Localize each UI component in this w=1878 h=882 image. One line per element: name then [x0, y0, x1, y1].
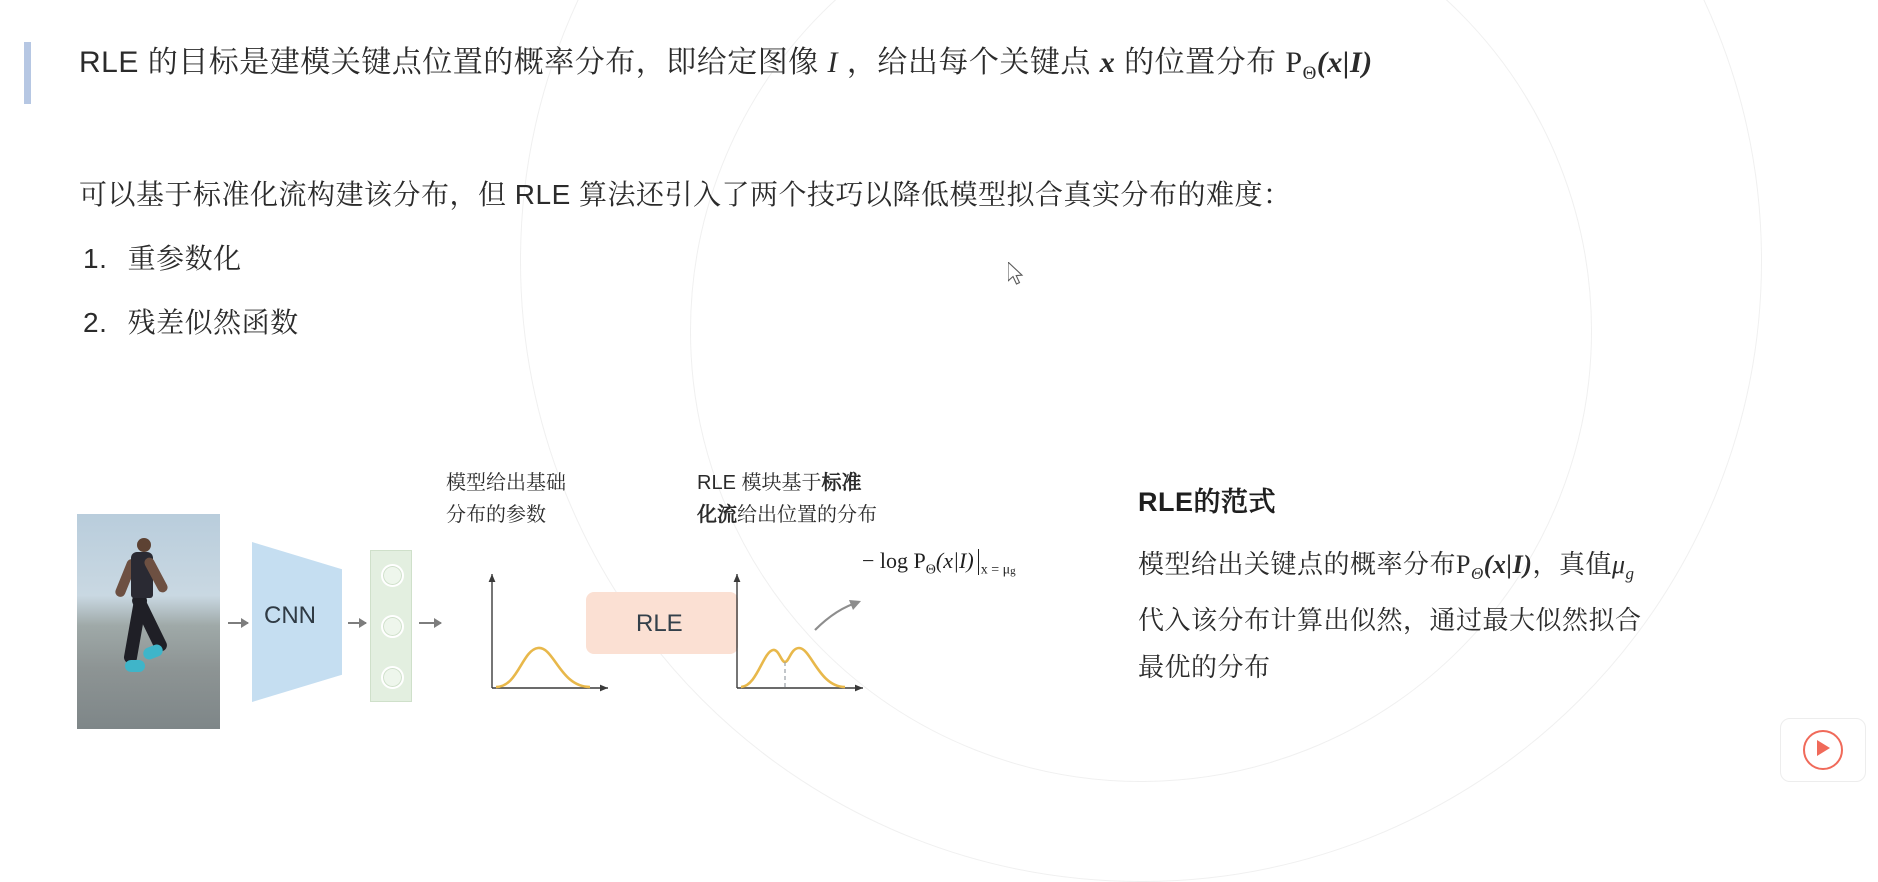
feature-node: [381, 666, 404, 689]
heading-suffix: 的位置分布: [1124, 46, 1277, 79]
output-distribution-plot: [715, 570, 885, 695]
right-line1-formula-sub: Θ: [1470, 564, 1484, 584]
list-item-number: 1.: [83, 243, 108, 274]
arrow-cnn-to-features: [348, 622, 366, 624]
caption-rle-line2-bold: 化流: [697, 504, 737, 526]
heading-formula-p: P: [1285, 46, 1303, 79]
runner-photo: [77, 514, 220, 729]
rle-block-label: RLE: [636, 610, 683, 637]
list-item-number: 2.: [83, 307, 108, 338]
right-line1-text: 模型给出关键点的概率分布: [1138, 549, 1457, 579]
feature-node: [381, 564, 404, 587]
loss-formula-eval: x = μ: [980, 562, 1011, 578]
caption-rle-line1-plain: RLE 模块基于: [697, 472, 822, 494]
list-item-label: 重参数化: [127, 243, 242, 274]
caption-rle-line1: [697, 467, 877, 499]
heading-formula-subscript: Θ: [1302, 63, 1317, 84]
evaluation-bar: [978, 549, 979, 575]
list-item: [79, 242, 1292, 276]
slide-heading: [24, 42, 1373, 104]
mouse-cursor: [1008, 262, 1024, 286]
loss-formula-main: − log P: [862, 548, 926, 573]
caption-rle-line2-plain: 给出位置的分布: [737, 504, 877, 526]
heading-accent-bar: [24, 42, 31, 104]
right-line1-mu-sub: g: [1625, 564, 1635, 584]
list-item: [79, 306, 1292, 340]
caption-rle-module: [697, 467, 877, 531]
right-panel-line3: 最优的分布: [1138, 652, 1271, 683]
right-panel: [1138, 480, 1838, 691]
heading-middle: ，给出每个关键点: [846, 46, 1091, 79]
heading-var-x: x: [1099, 46, 1116, 79]
loss-formula: [862, 548, 1016, 578]
loss-formula-subscript: Θ: [925, 562, 936, 578]
heading-var-image: I: [827, 46, 839, 79]
arrow-photo-to-cnn: [228, 622, 248, 624]
loss-formula-eval-subscript: g: [1010, 565, 1016, 577]
caption-base-distribution: [446, 467, 566, 531]
arrow-features-to-plot: [419, 622, 441, 624]
loss-formula-args: (x|I): [935, 548, 974, 573]
feature-node: [381, 615, 404, 638]
right-line1-formula: P: [1456, 550, 1471, 579]
pipeline-diagram: [0, 430, 1100, 760]
body-block: [79, 178, 1292, 370]
runner-figure: [119, 538, 173, 706]
right-line1-formula-args: (x|I): [1483, 550, 1533, 579]
play-icon: [1803, 730, 1843, 770]
right-line1-mu: μ: [1611, 550, 1626, 579]
list-item-label: 残差似然函数: [127, 307, 299, 338]
logo-badge: [1780, 718, 1866, 782]
heading-prefix: RLE 的目标是建模关键点位置的概率分布，即给定图像: [79, 46, 819, 79]
body-intro: 可以基于标准化流构建该分布，但 RLE 算法还引入了两个技巧以降低模型拟合真实分布的难度：: [79, 179, 1292, 210]
cnn-label: CNN: [264, 602, 316, 629]
caption-rle-line1-bold: 标准: [821, 472, 862, 494]
caption-base-line2: 分布的参数: [446, 504, 546, 526]
heading-formula-args: (x|I): [1316, 46, 1373, 79]
heading-text: [79, 42, 1373, 95]
caption-rle-line2: [697, 499, 877, 531]
right-line1-tail: ，真值: [1532, 549, 1612, 579]
caption-base-line1: 模型给出基础: [446, 472, 566, 494]
right-panel-line2: 代入该分布计算出似然，通过最大似然拟合: [1138, 605, 1642, 636]
right-panel-title: RLE的范式: [1138, 487, 1276, 517]
right-panel-line1: [1138, 541, 1838, 597]
